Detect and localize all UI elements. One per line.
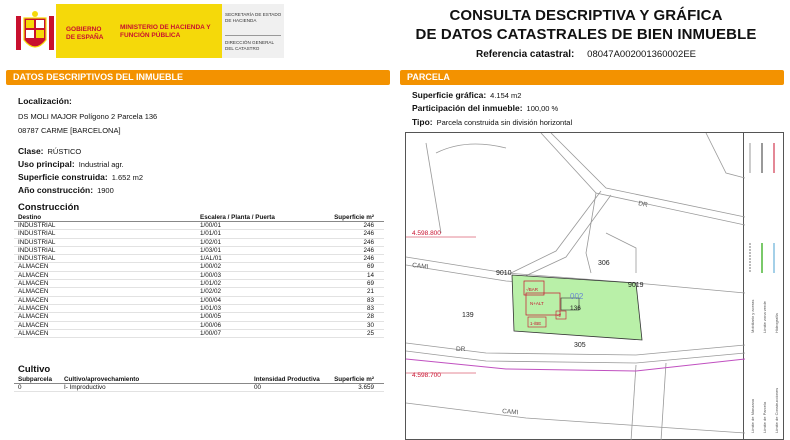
table-row xyxy=(14,263,384,271)
cell-escalera: 1/03/01 xyxy=(200,246,222,254)
col-intensidad: Intensidad Productiva xyxy=(254,376,320,383)
ref-label: Referencia catastral: xyxy=(476,49,575,60)
building-label: N+ALT xyxy=(530,301,544,306)
building-label: -/BAR xyxy=(526,287,539,292)
cell-destino: ALMACEN xyxy=(18,329,49,337)
legend-label: Límite de Construcciones xyxy=(774,387,779,433)
cultivo-table-header xyxy=(14,376,384,384)
cell-destino: INDUSTRIAL xyxy=(18,246,56,254)
referencia-catastral xyxy=(400,49,772,60)
cell-destino: ALMACEN xyxy=(18,288,49,296)
cell-destino: ALMACEN xyxy=(18,271,49,279)
road-line xyxy=(606,233,636,273)
label-139: 139 xyxy=(462,312,474,319)
label-136: 136 xyxy=(570,305,581,312)
cultivo-title: Cultivo xyxy=(18,364,51,375)
secretaria-text: SECRETARÍA DE ESTADO DE HACIENDA xyxy=(225,12,282,23)
direccion-text: DIRECCIÓN GENERAL DEL CATASTRO xyxy=(225,40,274,51)
secretaria-block xyxy=(222,4,284,58)
cell-escalera: 1/00/06 xyxy=(200,321,222,329)
road-line xyxy=(541,133,745,225)
uso-field: Uso principal: Industrial agr. xyxy=(18,159,124,169)
cell-superficie: 246 xyxy=(363,238,374,246)
table-row xyxy=(14,384,384,392)
col-escalera: Escalera / Planta / Puerta xyxy=(200,214,275,221)
cell-superficie: 28 xyxy=(366,313,374,321)
superficie-construida-field: Superficie construida: 1.652 m2 xyxy=(18,172,144,182)
road-label-cami: CAMI xyxy=(411,262,429,271)
col-destino: Destino xyxy=(18,214,42,221)
cell-cultivo: I- Improductivo xyxy=(64,384,106,391)
col-superficie: Superficie m² xyxy=(334,214,374,221)
label-002: 002 xyxy=(570,292,584,301)
cultivo-table xyxy=(14,376,384,392)
cell-escalera: 1/00/02 xyxy=(200,263,222,271)
cell-escalera: 1/00/03 xyxy=(200,271,222,279)
cell-destino: INDUSTRIAL xyxy=(18,230,56,238)
cell-destino: INDUSTRIAL xyxy=(18,222,56,229)
gobierno-logo xyxy=(6,4,218,58)
cell-destino: ALMACEN xyxy=(18,296,49,304)
legend-label: Límite zona verde xyxy=(762,301,767,333)
cell-destino: ALMACEN xyxy=(18,304,49,312)
cell-destino: ALMACEN xyxy=(18,280,49,288)
road-line xyxy=(706,133,745,178)
cell-superficie: 25 xyxy=(366,329,374,337)
table-row xyxy=(14,247,384,255)
legend-drawing xyxy=(744,133,784,440)
cell-superficie: 246 xyxy=(363,246,374,254)
cell-destino: ALMACEN xyxy=(18,313,49,321)
cell-destino: ALMACEN xyxy=(18,263,49,271)
cell-superficie: 69 xyxy=(366,280,374,288)
table-row xyxy=(14,222,384,230)
building-label: 1-/BE xyxy=(530,321,542,326)
cell-superficie: 21 xyxy=(366,288,374,296)
table-row xyxy=(14,313,384,321)
building-label: -I/ xyxy=(557,313,561,318)
superficie-grafica-field: Superficie gráfica: 4.154 m2 xyxy=(412,90,522,100)
road-label-cami-bottom: CAMI xyxy=(501,408,519,417)
address-line-1: DS MOLI MAJOR Polígono 2 Parcela 136 xyxy=(18,112,158,121)
map-drawing xyxy=(406,133,745,440)
cell-destino: INDUSTRIAL xyxy=(18,238,56,246)
address-line-2: 08787 CARME [BARCELONA] xyxy=(18,126,121,135)
cell-escalera: 1/01/02 xyxy=(200,280,222,288)
legend-label: Límite de Parcela xyxy=(762,401,767,433)
clase-field: Clase: RÚSTICO xyxy=(18,146,82,156)
participacion-field: Participación del inmueble: 100,00 % xyxy=(412,103,559,113)
tipo-field: Tipo: Parcela construida sin división horizontal xyxy=(412,117,573,127)
road-line xyxy=(661,363,666,440)
road-line xyxy=(406,403,745,433)
table-row xyxy=(14,230,384,238)
map-legend xyxy=(744,132,784,440)
cell-escalera: 1/AL/01 xyxy=(200,255,222,263)
cell-superficie: 14 xyxy=(366,271,374,279)
road-line xyxy=(511,191,601,273)
cell-escalera: 1/00/05 xyxy=(200,313,222,321)
cell-destino: ALMACEN xyxy=(18,321,49,329)
title-line-1: CONSULTA DESCRIPTIVA Y GRÁFICA xyxy=(449,7,723,24)
cell-superficie: 30 xyxy=(366,321,374,329)
legend-label: Mobiliario y aceras xyxy=(750,299,755,333)
cultivo-table-body xyxy=(14,384,384,392)
coord-bottom-label: 4.598.700 xyxy=(412,372,441,379)
cell-superficie: 246 xyxy=(363,230,374,238)
table-row xyxy=(14,255,384,263)
construccion-table-header xyxy=(14,214,384,222)
cell-escalera: 1/02/02 xyxy=(200,288,222,296)
cell-superficie: 3.659 xyxy=(358,384,374,391)
table-row xyxy=(14,297,384,305)
cell-subparcela: 0 xyxy=(18,384,22,391)
col-superficie-cultivo: Superficie m² xyxy=(334,376,374,383)
title-line-2: DE DATOS CATASTRALES DE BIEN INMUEBLE xyxy=(415,26,757,43)
construccion-table-body xyxy=(14,222,384,338)
cell-escalera: 1/00/01 xyxy=(200,222,222,229)
col-cultivo: Cultivo/aprovechamiento xyxy=(64,376,140,383)
construccion-table xyxy=(14,214,384,338)
label-9019: 9019 xyxy=(628,282,644,289)
anio-construccion-field: Año construcción: 1900 xyxy=(18,185,114,195)
cell-superficie: 83 xyxy=(366,296,374,304)
localizacion-label: Localización: xyxy=(18,96,72,106)
cell-escalera: 1/01/03 xyxy=(200,304,222,312)
legend-label: Hidrografía xyxy=(774,313,779,333)
col-subparcela: Subparcela xyxy=(18,376,52,383)
cell-superficie: 246 xyxy=(363,255,374,263)
road-line xyxy=(436,144,506,153)
cell-superficie: 246 xyxy=(363,222,374,229)
table-row xyxy=(14,239,384,247)
datos-descriptivos-header: DATOS DESCRIPTIVOS DEL INMUEBLE xyxy=(6,70,390,85)
cadastral-map[interactable] xyxy=(405,132,744,440)
secretaria-divider xyxy=(225,35,281,36)
cell-escalera: 1/02/01 xyxy=(200,238,222,246)
cell-superficie: 69 xyxy=(366,263,374,271)
table-row xyxy=(14,305,384,313)
gobierno-text: GOBIERNO DE ESPAÑA xyxy=(66,26,104,41)
cell-escalera: 1/01/01 xyxy=(200,230,222,238)
table-row xyxy=(14,272,384,280)
legend-label: Límite de Manzana xyxy=(750,398,755,433)
page-title xyxy=(400,6,772,44)
table-row xyxy=(14,330,384,338)
ref-value: 08047A002001360002EE xyxy=(587,49,696,60)
road-line xyxy=(631,365,636,440)
road-label-dr-bottom: DR xyxy=(456,346,466,353)
construccion-title: Construcción xyxy=(18,202,80,213)
table-row xyxy=(14,288,384,296)
label-9010: 9010 xyxy=(496,270,512,277)
parcela-header: PARCELA xyxy=(400,70,784,85)
cell-escalera: 1/00/04 xyxy=(200,296,222,304)
municipal-boundary-line xyxy=(406,359,745,371)
label-305: 305 xyxy=(574,342,586,349)
label-306: 306 xyxy=(598,260,610,267)
coord-top-label: 4.598.800 xyxy=(412,230,441,237)
coat-of-arms-icon xyxy=(14,10,56,56)
road-line xyxy=(426,143,441,233)
cell-superficie: 83 xyxy=(366,304,374,312)
table-row xyxy=(14,280,384,288)
cell-destino: INDUSTRIAL xyxy=(18,255,56,263)
ministerio-text: MINISTERIO DE HACIENDA Y FUNCIÓN PÚBLICA xyxy=(120,24,211,39)
cell-escalera: 1/00/07 xyxy=(200,329,222,337)
table-row xyxy=(14,322,384,330)
cell-intensidad: 00 xyxy=(254,384,262,391)
road-label-dr: DR xyxy=(637,200,649,209)
